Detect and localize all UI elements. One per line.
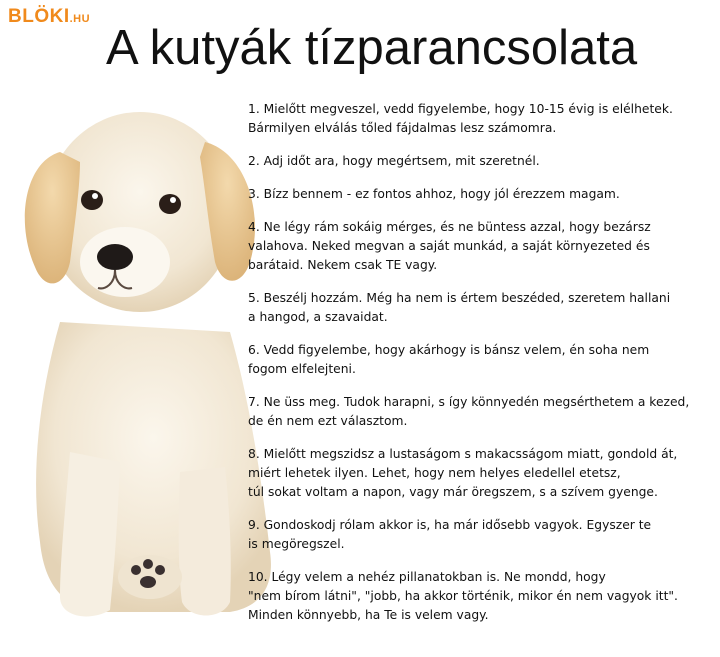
logo-suffix: .HU — [69, 13, 91, 25]
list-item: 5. Beszélj hozzám. Még ha nem is értem beszéded, szeretem hallani a hangod, a szavaidat. — [248, 291, 671, 324]
site-logo — [8, 6, 90, 28]
list-item: 8. Mielőtt megszidsz a lustaságom s makacsságom miatt, gondold át, miért lehetek ilyen. Lehet, hogy nem helyes eledellel etetsz, túl sokat voltam a napon, vagy már öregszem, s a szívem gyenge. — [248, 447, 678, 499]
logo-text: BLÖKI — [8, 6, 70, 27]
list-item: 10. Légy velem a nehéz pillanatokban is. Ne mondd, hogy "nem bírom látni", "jobb, ha akkor történik, mikor én nem vagyok itt". Minden könnyebb, ha Te is velem vagy. — [248, 570, 678, 622]
list-item: 9. Gondoskodj rólam akkor is, ha már idősebb vagyok. Egyszer te is megöregszel. — [248, 518, 652, 551]
list-item: 4. Ne légy rám sokáig mérges, és ne büntess azzal, hogy bezársz valahova. Neked megvan a saját munkád, a saját környezeted és barátaid. Nekem csak TE vagy. — [248, 220, 651, 272]
page-title: A kutyák tízparancsolata — [106, 21, 638, 75]
commandment-list — [248, 100, 716, 639]
list-item: 7. Ne üss meg. Tudok harapni, s így könnyedén megsérthetem a kezed, de én nem ezt választom. — [248, 395, 690, 428]
puppy-icon — [0, 92, 290, 632]
list-item: 3. Bízz bennem - ez fontos ahhoz, hogy jól érezzem magam. — [248, 187, 620, 201]
list-item: 1. Mielőtt megveszel, vedd figyelembe, hogy 10-15 évig is elélhetek. Bármilyen elválás tőled fájdalmas lesz számomra. — [248, 102, 673, 135]
list-item: 6. Vedd figyelembe, hogy akárhogy is bánsz velem, én soha nem fogom elfelejteni. — [248, 343, 650, 376]
list-item: 2. Adj időt ara, hogy megértsem, mit szeretnél. — [248, 154, 540, 168]
